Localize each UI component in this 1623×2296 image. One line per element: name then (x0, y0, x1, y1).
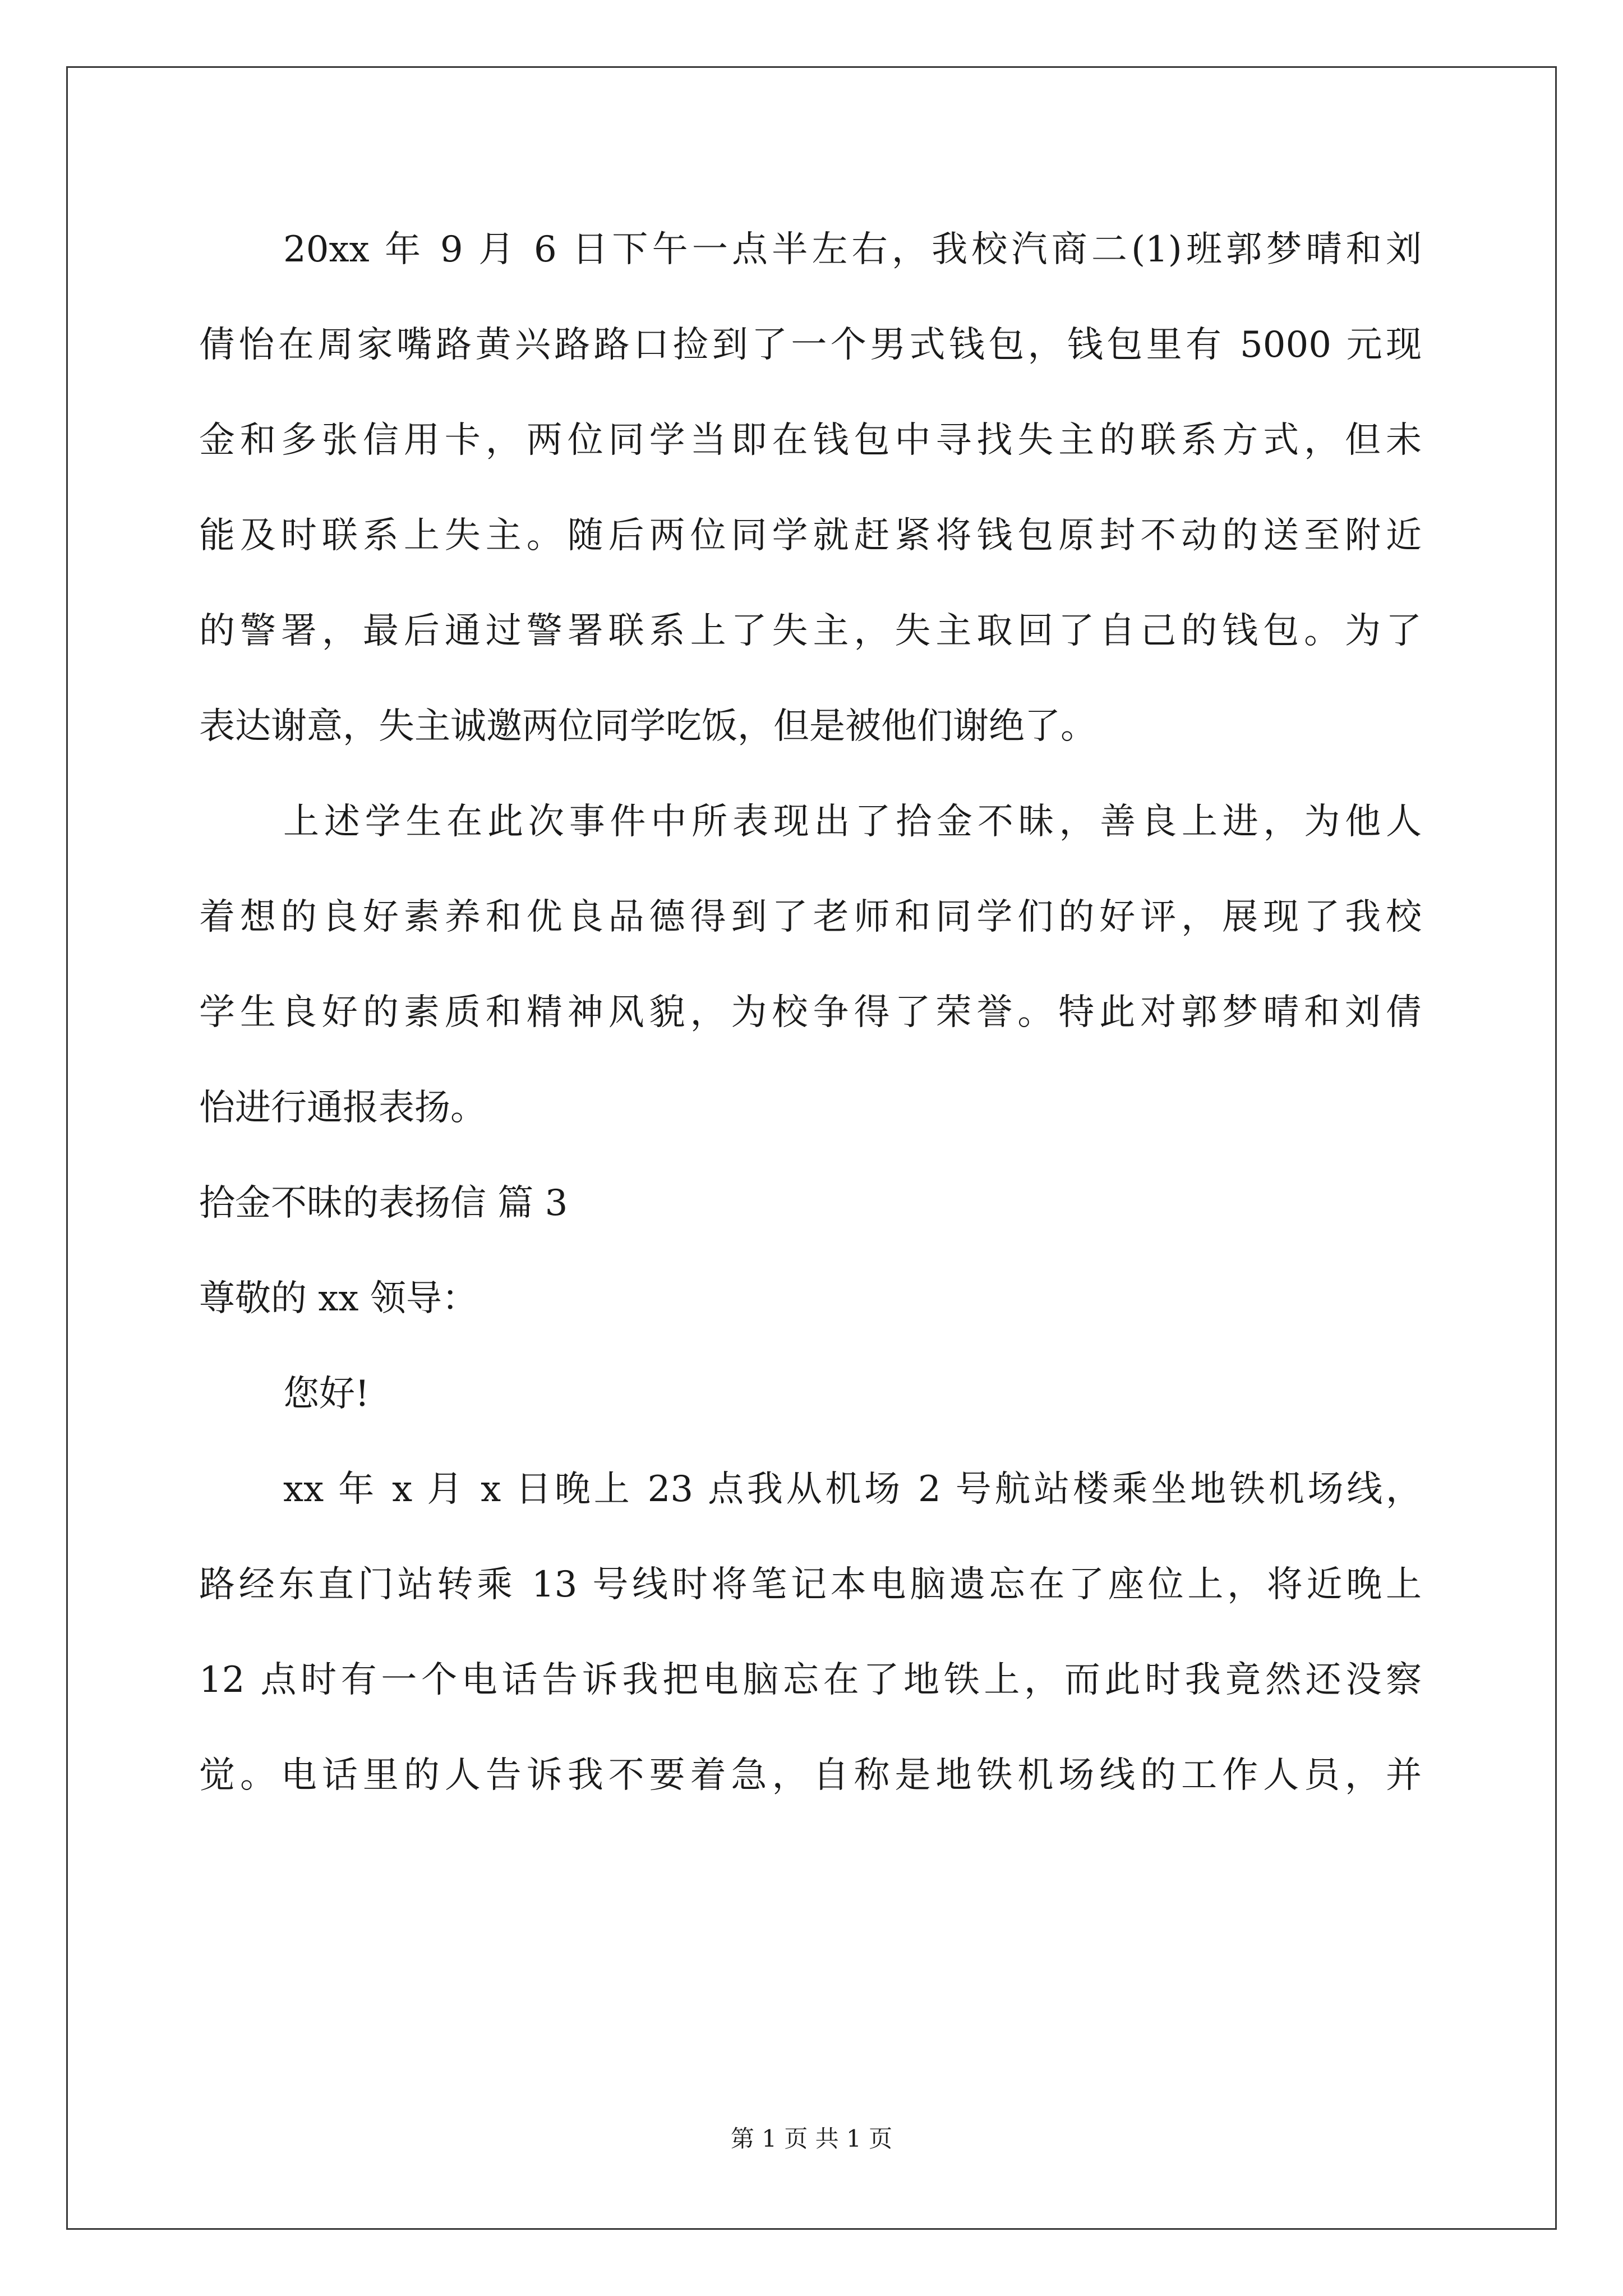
section-title: 拾金不昧的表扬信 篇 3 (199, 1182, 568, 1224)
paragraph-1 (199, 219, 1422, 791)
text-line: 金和多张信用卡，两位同学当即在钱包中寻找失主的联系方式，但未 (199, 420, 1422, 461)
text-line: 能及时联系上失主。随后两位同学就赶紧将钱包原封不动的送至附近 (199, 515, 1422, 556)
paragraph-2 (199, 791, 1422, 1172)
text-line: 20xx 年 9 月 6 日下午一点半左右，我校汽商二(1)班郭梦晴和刘 (283, 229, 1422, 270)
text-line: 着想的良好素养和优良品德得到了老师和同学们的好评，展现了我校 (199, 896, 1422, 938)
text-line: 上述学生在此次事件中所表现出了拾金不昧，善良上进，为他人 (283, 801, 1422, 843)
paragraph-3 (199, 1458, 1422, 1840)
salutation: 尊敬的 xx 领导： (199, 1278, 478, 1319)
text-line: 表达谢意，失主诚邀两位同学吃饭，但是被他们谢绝了。 (199, 706, 1096, 747)
page-number: 第 1 页 共 1 页 (730, 2125, 893, 2152)
text-line: 学生良好的素质和精神风貌，为校争得了荣誉。特此对郭梦晴和刘倩 (199, 992, 1422, 1033)
text-line: xx 年 x 月 x 日晚上 23 点我从机场 2 号航站楼乘坐地铁机场线， (283, 1469, 1422, 1510)
text-line: 怡进行通报表扬。 (199, 1087, 486, 1129)
text-line: 12 点时有一个电话告诉我把电脑忘在了地铁上，而此时我竟然还没察 (199, 1659, 1422, 1701)
text-line: 路经东直门站转乘 13 号线时将笔记本电脑遗忘在了座位上，将近晚上 (199, 1564, 1422, 1605)
text-line: 觉。电话里的人告诉我不要着急，自称是地铁机场线的工作人员，并 (199, 1755, 1422, 1796)
page-footer (0, 2120, 1623, 2154)
text-line: 的警署，最后通过警署联系上了失主，失主取回了自己的钱包。为了 (199, 610, 1422, 652)
text-line: 倩怡在周家嘴路黄兴路路口捡到了一个男式钱包，钱包里有 5000 元现 (199, 324, 1422, 366)
greeting: 您好! (283, 1373, 370, 1415)
document-body (199, 219, 1422, 1840)
